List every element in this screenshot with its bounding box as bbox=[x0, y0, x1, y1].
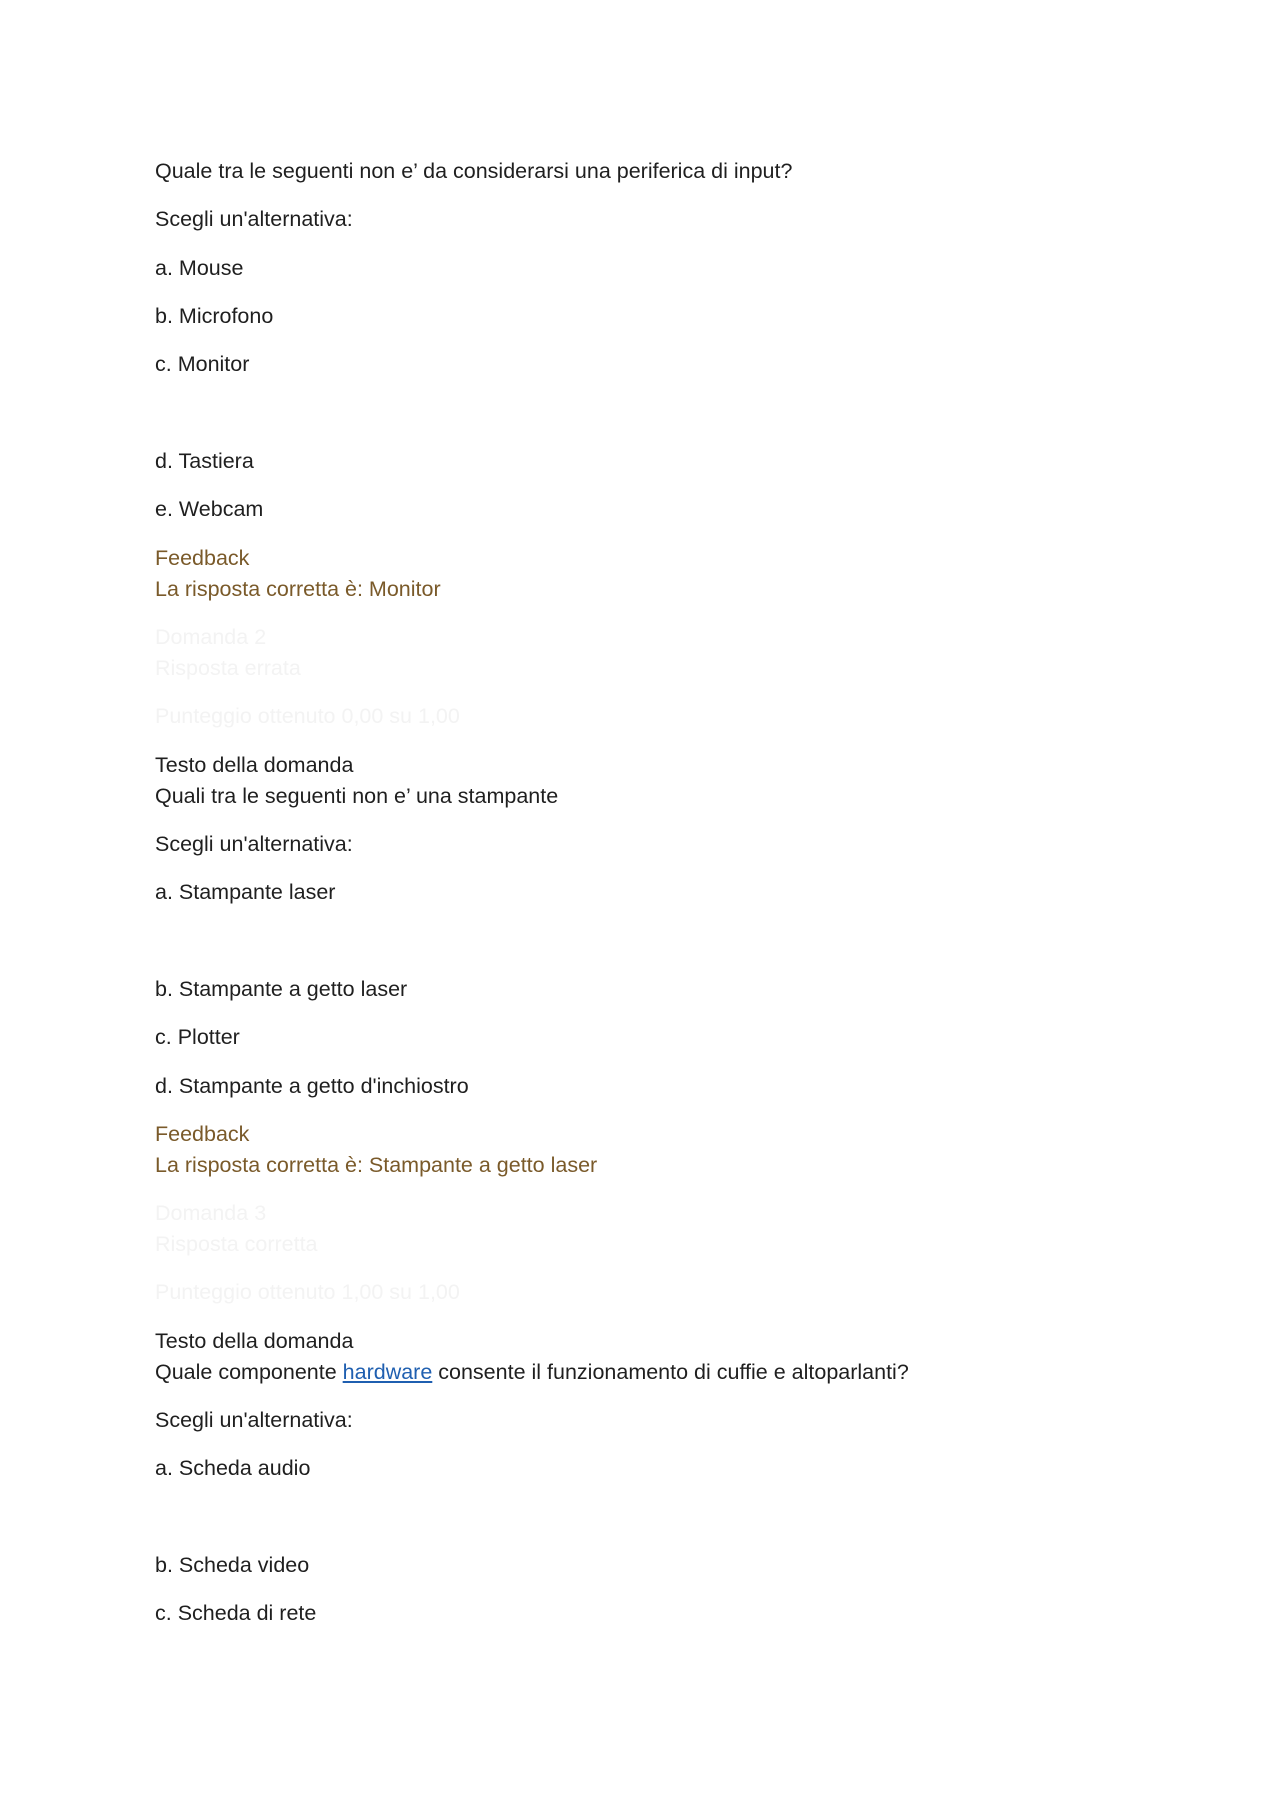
hardware-link[interactable]: hardware bbox=[342, 1360, 433, 1384]
question-2-score: Punteggio ottenuto 0,00 su 1,00 bbox=[155, 704, 460, 728]
question-1-option-e: e. Webcam bbox=[155, 497, 264, 521]
question-1-text: Quale tra le seguenti non e’ da considerarsi una periferica di input? bbox=[155, 159, 793, 183]
question-3-text-before: Quale componente bbox=[155, 1360, 343, 1384]
question-1-prompt: Scegli un'alternativa: bbox=[155, 207, 353, 231]
question-2-option-b: b. Stampante a getto laser bbox=[155, 977, 408, 1001]
question-3-text bbox=[155, 1359, 909, 1385]
question-2-status: Risposta errata bbox=[155, 656, 301, 680]
question-3-prompt: Scegli un'alternativa: bbox=[155, 1408, 353, 1432]
question-2-option-c: c. Plotter bbox=[155, 1025, 240, 1049]
question-1-option-c: c. Monitor bbox=[155, 352, 250, 376]
question-2-feedback-answer: La risposta corretta è: Stampante a getto laser bbox=[155, 1153, 598, 1177]
question-2-option-a: a. Stampante laser bbox=[155, 880, 336, 904]
question-2-text-label: Testo della domanda bbox=[155, 753, 354, 777]
question-1-feedback-answer: La risposta corretta è: Monitor bbox=[155, 577, 441, 601]
question-3-option-a: a. Scheda audio bbox=[155, 1456, 311, 1480]
question-2-feedback-label: Feedback bbox=[155, 1122, 250, 1146]
question-2-text: Quali tra le seguenti non e’ una stampante bbox=[155, 784, 559, 808]
question-3-option-b: b. Scheda video bbox=[155, 1553, 310, 1577]
question-3-score: Punteggio ottenuto 1,00 su 1,00 bbox=[155, 1280, 460, 1304]
question-3-option-c: c. Scheda di rete bbox=[155, 1601, 317, 1625]
question-3-text-label: Testo della domanda bbox=[155, 1329, 354, 1353]
question-3-text-after: consente il funzionamento di cuffie e altoparlanti? bbox=[432, 1360, 909, 1384]
question-1-option-b: b. Microfono bbox=[155, 304, 274, 328]
question-1-option-a: a. Mouse bbox=[155, 256, 244, 280]
question-2-option-d: d. Stampante a getto d'inchiostro bbox=[155, 1074, 469, 1098]
question-2-prompt: Scegli un'alternativa: bbox=[155, 832, 353, 856]
question-3-status: Risposta corretta bbox=[155, 1232, 318, 1256]
question-1-feedback-label: Feedback bbox=[155, 546, 250, 570]
question-1-option-d: d. Tastiera bbox=[155, 449, 254, 473]
question-2-header: Domanda 2 bbox=[155, 625, 267, 649]
question-3-header: Domanda 3 bbox=[155, 1201, 267, 1225]
